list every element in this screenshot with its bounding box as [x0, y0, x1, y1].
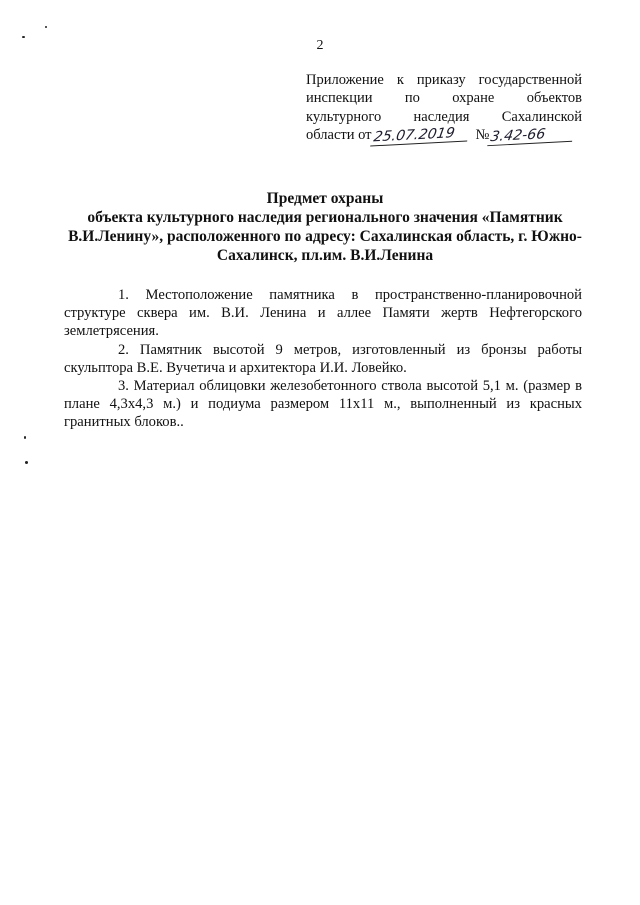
appendix-line-3: культурного наследия Сахалинской	[306, 108, 582, 125]
appendix-line-2: инспекции по охране объектов	[306, 90, 582, 107]
scan-speck	[25, 461, 28, 464]
scan-speck	[45, 26, 47, 28]
heading-line-2: объекта культурного наследия регионального значения «Памятник	[87, 209, 563, 226]
list-item: 1. Местоположение памятника в пространственно-планировочной структуре сквера им. В.И. Ленина и аллее Памяти жертв Нефтегорского землетрясения.	[64, 287, 582, 340]
list-item: 2. Памятник высотой 9 метров, изготовленный из бронзы работы скульптора В.Е. Вучетича и архитектора И.И. Ловейко.	[64, 341, 582, 376]
list-item: 3. Материал облицовки железобетонного ствола высотой 5,1 м. (размер в плане 4,3х4,3 м.) и подиума размером 11х11 м., выполненный из красных гранитных блоков..	[64, 378, 582, 431]
heading-title: Предмет охраны	[266, 190, 384, 207]
scan-speck	[24, 436, 26, 439]
handwritten-date: 25.07.2019	[370, 125, 470, 147]
body-text	[64, 286, 582, 432]
heading-line-4: Сахалинск, пл.им. В.И.Ленина	[216, 247, 434, 264]
appendix-date-prefix: области от	[306, 126, 372, 143]
document-heading	[60, 189, 590, 265]
number-sign: №	[475, 126, 490, 143]
heading-line-3: В.И.Ленину», расположенного по адресу: Сахалинская область, г. Южно-	[68, 228, 582, 245]
appendix-line-4	[306, 126, 582, 144]
page-number: 2	[316, 38, 324, 53]
scan-speck	[22, 36, 25, 38]
appendix-block	[306, 71, 582, 144]
appendix-line-1: Приложение к приказу государственной	[306, 72, 582, 88]
handwritten-order-number: 3.42-66	[488, 125, 576, 146]
